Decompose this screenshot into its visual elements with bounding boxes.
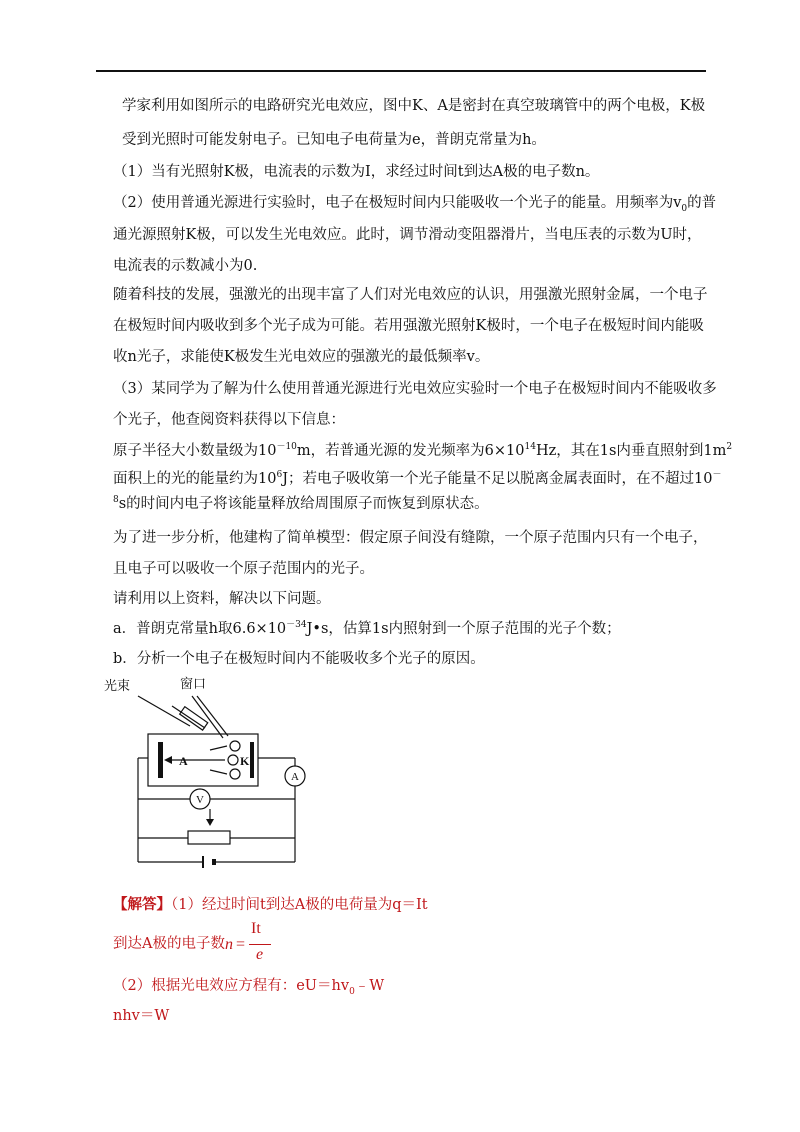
question-2: 通光源照射K极，可以发生光电效应。此时，调节滑动变阻器滑片，当电压表的示数为U时，: [113, 227, 702, 243]
label-beam: 光束: [104, 679, 131, 694]
question-2: （2）使用普通光源进行实验时，电子在极短时间内只能吸收一个光子的能量。用频率为$v_0$的普: [113, 195, 717, 214]
answer-2b: nhv＝W: [113, 1008, 170, 1024]
question-1: （1）当有光照射K极，电流表的示数为I，求经过时间t到达A极的电子数n。: [113, 164, 600, 180]
question-3: $^8$s的时间内电子将该能量释放给周围原子而恢复到原状态。: [113, 495, 489, 512]
answer-tag: 【解答】: [113, 896, 171, 913]
answer-2: （2）根据光电效应方程有：$eU=hv_0﹣W$: [113, 978, 385, 997]
question-3: 原子半径大小数量级为$10^{-10}m$，若普通光源的发光频率为$6\times 10^{14}Hz$，其在1s内垂直照射到$1m^2$: [113, 442, 733, 459]
question-2: 随着科技的发展，强激光的出现丰富了人们对光电效应的认识，用强激光照射金属，一个电子: [113, 287, 708, 303]
question-3: 面积上的光的能量约为$10^6J$；若电子吸收第一个光子能量不足以脱离金属表面时，在不超过10－: [113, 470, 722, 487]
answer-1: 【解答】（1）经过时间t到达A极的电荷量为q＝It: [113, 896, 428, 913]
ammeter-icon: A: [291, 771, 299, 783]
question-3a: a．普朗克常量h取$6.6\times 10^{-34}J•s$，估算1s内照射到一个原子范围的光子个数；: [113, 620, 621, 637]
label-window: 窗口: [180, 677, 207, 692]
question-3: （3）某同学为了解为什么使用普通光源进行光电效应实验时一个电子在极短时间内不能吸收多: [113, 381, 717, 397]
circuit-diagram: [100, 676, 320, 876]
question-2: 在极短时间内吸收到多个光子成为可能。若用强激光照射K极时，一个电子在极短时间内能吸: [113, 318, 704, 334]
question-2: 电流表的示数减小为0.: [113, 258, 258, 274]
question-2: 收n光子，求能使K极发生光电效应的强激光的最低频率v。: [113, 349, 490, 365]
question-3: 为了进一步分析，他建构了简单模型：假定原子间没有缝隙，一个原子范围内只有一个电子，: [113, 530, 708, 546]
voltmeter-icon: V: [196, 794, 204, 806]
question-3: 且电子可以吸收一个原子范围内的光子。: [113, 561, 374, 577]
label-cathode: K: [240, 754, 250, 768]
problem-text: 学家利用如图所示的电路研究光电效应，图中K、A是密封在真空玻璃管中的两个电极，K极: [122, 98, 706, 114]
label-anode: A: [179, 754, 188, 768]
question-3: 请利用以上资料，解决以下问题。: [113, 591, 331, 607]
answer-1b: 到达A极的电子数: [113, 936, 225, 952]
question-3b: b．分析一个电子在极短时间内不能吸收多个光子的原因。: [113, 651, 485, 667]
problem-text: 受到光照时可能发射电子。已知电子电荷量为e，普朗克常量为h。: [122, 132, 546, 148]
question-3: 个光子，他查阅资料获得以下信息：: [113, 412, 345, 428]
header-rule: [96, 70, 706, 72]
